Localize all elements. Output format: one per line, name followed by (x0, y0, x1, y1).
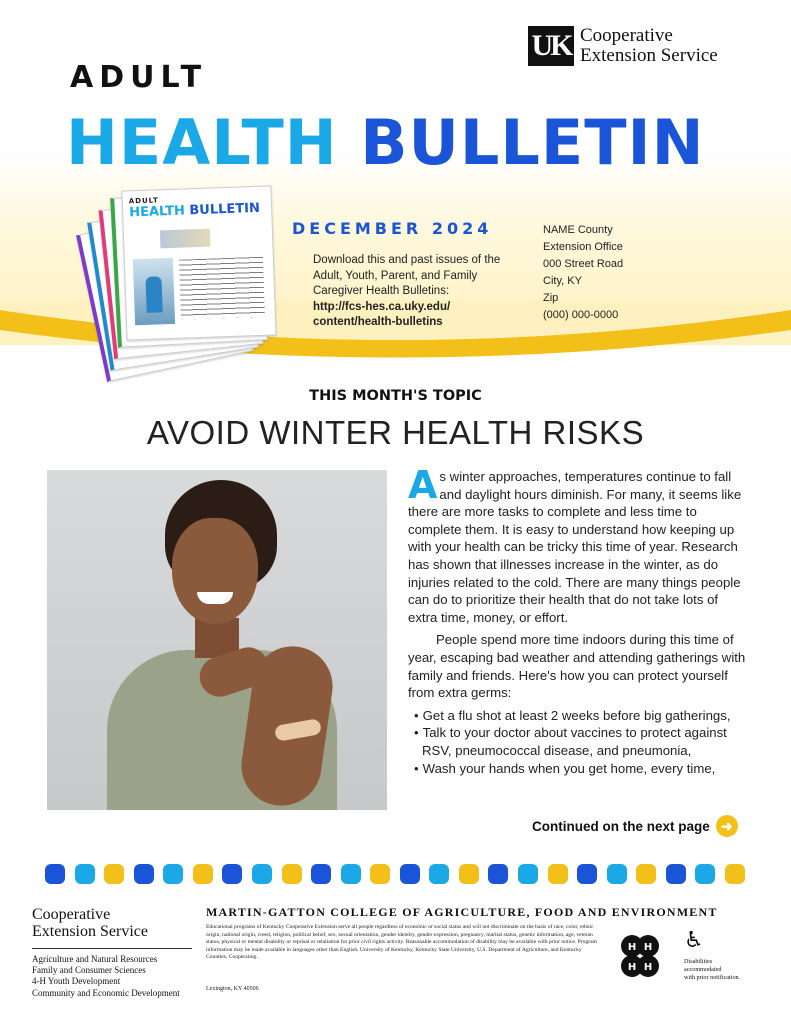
mini-photo (133, 258, 175, 325)
decorative-dot (282, 864, 302, 884)
decorative-dot (488, 864, 508, 884)
program-unit: Community and Economic Development (32, 987, 180, 998)
college-name: MARTIN-GATTON COLLEGE OF AGRICULTURE, FOOD AND ENVIRONMENT (206, 905, 718, 919)
tips-list (408, 707, 748, 777)
arrow-right-icon[interactable]: ➜ (716, 815, 738, 837)
mini-text-lines (179, 257, 265, 320)
svg-text:H: H (643, 962, 653, 973)
svg-text:H: H (643, 942, 653, 953)
mini-thumbnail-image (160, 229, 211, 249)
logo-line-2: Extension Service (580, 45, 718, 66)
title-health: HEALTH (66, 106, 338, 179)
svg-text:H: H (627, 942, 637, 953)
uk-logo-mark: UK (528, 26, 574, 66)
address-line: Extension Office (543, 241, 623, 253)
program-unit: Family and Consumer Sciences (32, 965, 146, 976)
decorative-dot (459, 864, 479, 884)
accessibility-note: Disabilities accommodated with prior notification. (684, 958, 741, 981)
decorative-dot (222, 864, 242, 884)
decorative-dot (75, 864, 95, 884)
decorative-dot-row (45, 864, 745, 884)
program-unit: Agriculture and Natural Resources (32, 954, 158, 964)
decorative-dot (341, 864, 361, 884)
address-line: NAME County (543, 224, 613, 236)
decorative-dot (607, 864, 627, 884)
decorative-dot (577, 864, 597, 884)
adult-label: ADULT (70, 60, 208, 95)
decorative-dot (311, 864, 331, 884)
svg-text:H: H (627, 962, 637, 973)
decorative-dot (429, 864, 449, 884)
topic-title: AVOID WINTER HEALTH RISKS (146, 414, 645, 451)
bulletin-sheet-front (121, 185, 276, 340)
list-item: • Get a flu shot at least 2 weeks before big gatherings, (408, 707, 748, 725)
footer-divider (32, 948, 192, 949)
decorative-dot (666, 864, 686, 884)
article-paragraph-2: People spend more time indoors during this time of year, escaping bad weather and attending gatherings with family and friends. Here's how you can protect yourself from extra germs: (408, 632, 746, 701)
logo-line-1: Cooperative (580, 25, 673, 46)
topic-label: THIS MONTH'S TOPIC (309, 388, 482, 404)
decorative-dot (134, 864, 154, 884)
decorative-dot (45, 864, 65, 884)
decorative-dot (104, 864, 124, 884)
uk-extension-logo[interactable] (528, 26, 718, 66)
continued-label: Continued on the next page (532, 818, 710, 834)
nondiscrimination-statement: Educational programs of Kentucky Cooperative Extension serve all people regardless of economic or social status and will not discriminate on the basis of race, color, ethnic origin, national origin, creed, religion, political belief, sex, sexual orientation, gender identity, gender expression, pregnancy, marital status, genetic information, age, veteran status, physical or mental disability or reprisal or retaliation for prior civil rights activity. Reasonable accommodation of disability may be available with prior notice. Program information may be made available in languages other than English. University of Kentucky, Kentucky State University, U.S. Department of Agriculture, and Kentucky Counties, Cooperating. (206, 924, 597, 961)
bulletin-stack-image (90, 188, 270, 348)
list-item: • Wash your hands when you get home, every time, (408, 760, 748, 778)
decorative-dot (548, 864, 568, 884)
decorative-dot (695, 864, 715, 884)
decorative-dot (193, 864, 213, 884)
list-item: • Talk to your doctor about vaccines to protect against RSV, pneumococcal disease, and pneumonia, (408, 724, 748, 759)
title-bulletin: BULLETIN (360, 106, 705, 179)
article-paragraph-1: As winter approaches, temperatures continue to fall and daylight hours diminish. For many, it seems like there are more tasks to complete and less time to complete them. It is easy to understand how keeping up with your health can be tricky this time of year. Research has shown that illnesses increase in the winter, as do injuries related to the cold. There are many things people can do to prioritize their health that do not take lots of extra time, money, or effort. (408, 463, 742, 625)
accessibility-icon: ♿ (684, 928, 704, 953)
mini-title: HEALTH BULLETIN (128, 200, 261, 221)
county-office-address (543, 222, 623, 324)
mini-adult: ADULT (128, 196, 159, 206)
4h-clover-icon (610, 928, 670, 988)
decorative-dot (370, 864, 390, 884)
address-line: 000 Street Road (543, 258, 624, 270)
program-unit: 4-H Youth Development (32, 976, 121, 987)
footer-ces-logo: Cooperative Extension Service (32, 906, 148, 940)
decorative-dot (252, 864, 272, 884)
decorative-dot (636, 864, 656, 884)
continued-next-page-link[interactable] (532, 815, 738, 837)
woman-with-bandage-photo (47, 470, 387, 810)
issue-date: DECEMBER 2024 (292, 219, 493, 238)
footer-program-units (32, 954, 180, 999)
address-line: Zip (543, 292, 559, 304)
address-phone: (000) 000-0000 (543, 309, 619, 321)
address-line: City, KY (543, 275, 582, 287)
logo-text (580, 26, 718, 66)
bulletin-title (66, 108, 704, 178)
decorative-dot (518, 864, 538, 884)
decorative-dot (400, 864, 420, 884)
footer-location: Lexington, KY 40506 (206, 986, 259, 992)
download-text: Download this and past issues of the Adult, Youth, Parent, and Family Caregiver Health Bulletins: (313, 254, 501, 298)
download-info (313, 253, 513, 331)
decorative-dot (163, 864, 183, 884)
bulletins-link[interactable]: http://fcs-hes.ca.uky.edu/ content/health-bulletins (313, 300, 451, 329)
article-body (408, 463, 748, 777)
decorative-dot (725, 864, 745, 884)
drop-cap: A (408, 463, 438, 507)
